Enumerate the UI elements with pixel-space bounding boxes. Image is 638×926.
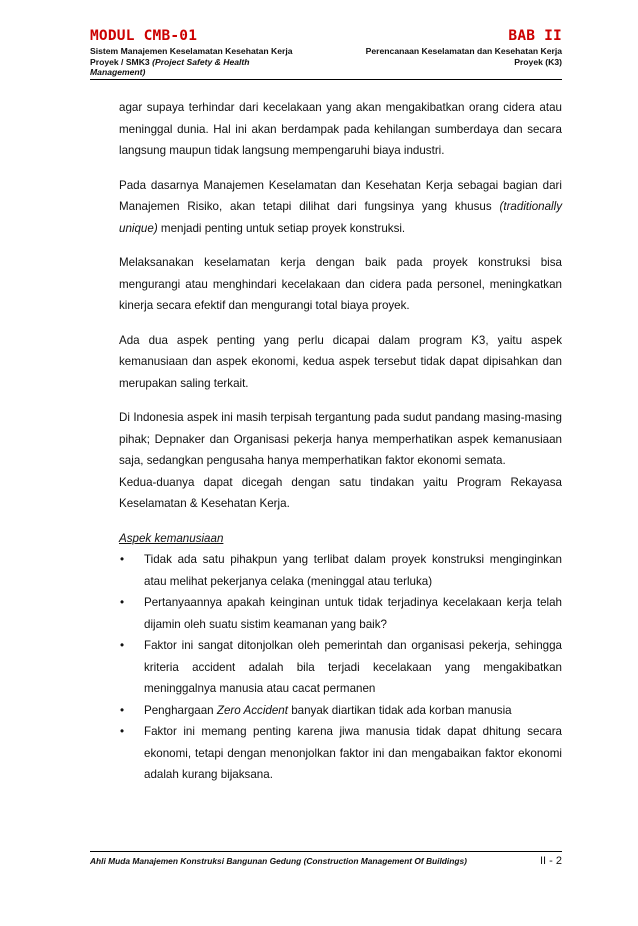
bullet-icon: • [120,725,125,738]
list-item: • Faktor ini memang penting karena jiwa manusia tidak dapat dhitung secara ekonomi, tetapi dengan menonjolkan faktor ini dan mengabaikan faktor ekonomi adalah kurang bijaksana. [119,721,562,786]
paragraph-6: Kedua-duanya dapat dicegah dengan satu tindakan yaitu Program Rekayasa Keselamatan & Kesehatan Kerja. [119,475,562,510]
bullet-icon: • [120,553,125,566]
module-code: MODUL CMB-01 [90,28,198,44]
page-number: II - 2 [539,855,562,867]
module-subtitle-line1: Sistem Manajemen Keselamatan Kesehatan Kerja [90,46,293,56]
bullet-list [119,549,562,786]
chapter-subtitle-line1: Perencanaan Keselamatan dan Kesehatan Kerja [365,46,562,56]
list-item: • Tidak ada satu pihakpun yang terlibat dalam proyek konstruksi menginginkan atau melihat pekerjanya celaka (meninggal atau terluka) [119,549,562,592]
list-item: • Pertanyaannya apakah keinginan untuk tidak terjadinya kecelakaan kerja telah dijamin oleh suatu sistim keamanan yang baik? [119,592,562,635]
header-divider [90,79,562,80]
page-body [119,97,562,786]
module-subtitle [90,46,340,78]
footer-course-title: Ahli Muda Manajemen Konstruksi Bangunan Gedung (Construction Management Of Buildings) [90,856,467,866]
paragraph-5: Di Indonesia aspek ini masih terpisah tergantung pada sudut pandang masing-masing pihak; Depnaker dan Organisasi pekerja hanya memperhatikan aspek kemanusiaan saja, sedangkan pengusaha hanya memperhatikan faktor ekonomi semata. [119,411,562,467]
page-footer [90,851,562,867]
chapter-subtitle-line2: Proyek (K3) [514,56,562,67]
module-subtitle-line2: Proyek / SMK3 (Project Safety & Health [90,56,250,67]
header-title-row [90,28,562,44]
paragraph-2: Pada dasarnya Manajemen Keselamatan dan Kesehatan Kerja sebagai bagian dari Manajemen Risiko, akan tetapi dilihat dari fungsinya yang khusus (traditionally unique) menjadi penting untuk setiap proyek konstruksi. [119,178,562,235]
chapter-label: BAB II [508,28,562,44]
page-header [90,28,562,80]
list-item: • Penghargaan Zero Accident banyak diartikan tidak ada korban manusia [119,700,562,722]
header-subtitle-row [90,44,562,78]
paragraph-1: agar supaya terhindar dari kecelakaan yang akan mengakibatkan orang cidera atau meninggal dunia. Hal ini akan berdampak pada kehilangan sumberdaya dan secara langsung maupun tidak langsung mempengaruhi biaya industri. [119,101,562,157]
paragraph-3: Melaksanakan keselamatan kerja dengan baik pada proyek konstruksi bisa mengurangi atau menghindari kecelakaan dan cidera pada personel, meningkatkan kinerja secara efektif dan mengurangi total biaya proyek. [119,256,562,312]
module-subtitle-line3: Management) [90,67,146,77]
list-item: • Faktor ini sangat ditonjolkan oleh pemerintah dan organisasi pekerja, sehingga kriteria accident adalah bila terjadi kecelakaan yang mengakibatkan meninggalnya manusia atau cacat permanen [119,635,562,700]
paragraph-4: Ada dua aspek penting yang perlu dicapai dalam program K3, yaitu aspek kemanusiaan dan aspek ekonomi, kedua aspek tersebut tidak dapat dipisahkan dan merupakan saling terkait. [119,333,562,390]
bullet-icon: • [120,703,125,717]
chapter-subtitle [366,46,562,67]
bullet-icon: • [120,596,125,609]
section-title-aspek-kemanusiaan: Aspek kemanusiaan [119,531,224,545]
bullet-icon: • [120,639,125,652]
